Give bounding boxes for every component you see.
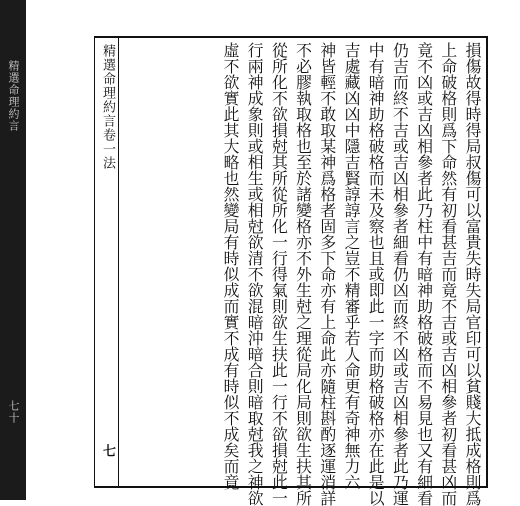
body-text [122,42,484,506]
gutter-rule [118,36,119,488]
running-head-title: 精選命理約言卷一法 [100,44,115,170]
text-column: 行兩神成象則或相生或相尅欲清不欲混暗沖暗合則暗取尅我之神欲 [245,42,265,506]
text-column: 神皆輕不敢取某神爲格者固多下命亦有上命此亦隨柱斟酌逐運消詳 [317,42,337,506]
text-column: 虛不欲實此其大略也然變局有時似成而實不成有時似不成矣而竟 [220,42,240,490]
frame-left-rule [94,36,95,488]
spine-page-number: 七十 [7,400,20,424]
page-spine-margin [0,0,26,500]
text-column: 從所化不欲損尅其所從所化一行得氣則欲生扶此一行不欲損尅此一 [269,42,289,506]
text-column: 不必膠執取格也至於諸變格亦不外生尅之理從局化局則欲生扶其所 [293,42,313,506]
text-column: 中有暗神助格破格而未及察也且或即此一字而助格破格亦在此是以 [366,42,386,506]
text-column: 竟不凶或吉凶相參者此乃柱中有暗神助格破格而不易見也又有細看 [414,42,434,506]
text-column: 損傷故得時得局叔傷可以富貴失時失局官印可以貧賤大抵成格則爲 [463,42,482,506]
text-column: 上命破格則爲下命然有初看甚吉而竟不吉或吉凶相參者初看甚凶而 [438,42,458,506]
spine-title: 精選命理約言 [7,60,20,132]
text-column: 仍吉而終不吉或吉凶相參者細看仍凶而終不凶或吉凶相參者此乃運 [390,42,410,506]
text-column: 吉處藏凶凶中隱吉賢諄諄言之豈不精審乎若人命更有奇神無力六 [341,42,361,490]
running-head [97,44,117,464]
folio-number: 七 [100,444,115,457]
